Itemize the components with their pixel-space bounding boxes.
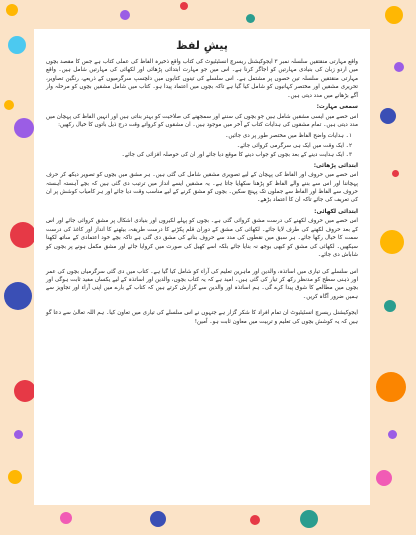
decor-dot bbox=[380, 230, 404, 254]
decor-dot bbox=[4, 282, 32, 310]
decor-dot bbox=[8, 470, 22, 484]
decor-dot bbox=[392, 170, 399, 177]
section-paragraph: اس حصے میں حروف اور الفاظ کی پہچان کے لیے تصویری مشقیں شامل کی گئی ہیں۔ ہر مشق میں بچوں کو تصویر دیکھ کر حرف پہچاننا اور اس سے بننے والے الفاظ کو پڑھنا سکھایا جاتا ہے۔ یہ مشقیں ایسے انداز میں ترتیب دی گئی ہیں کہ بچے آہستہ آہستہ حروف سے الفاظ اور الفاظ سے جملوں تک پہنچ سکیں۔ بچوں کو مشق کرنے کے لیے مناسب وقت دیا جائے اور ہر کامیاب کوشش پر ان کی تعریف کی جائے تاکہ ان کا اعتماد بڑھے۔ bbox=[46, 172, 358, 204]
decor-dot bbox=[4, 100, 14, 110]
decor-dot bbox=[60, 512, 72, 524]
decor-dot bbox=[300, 510, 318, 528]
preface-page bbox=[34, 29, 370, 505]
decor-dot bbox=[250, 515, 260, 525]
decor-dot bbox=[10, 222, 36, 248]
page-title: پیشِ لفظ bbox=[176, 39, 228, 52]
decor-dot bbox=[384, 300, 396, 312]
decor-dot bbox=[8, 36, 26, 54]
decor-dot bbox=[394, 62, 404, 72]
section-paragraph: اس حصے میں حروف لکھنے کی درست مشق کروائی گئی ہے۔ بچوں کو پہلے لکیروں اور بنیادی اشکال پر مشق کروائی جائے اور اس کے بعد حروف لکھنے کی طرف لایا جائے۔ لکھائی کی مشق کے دوران قلم پکڑنے کا درست طریقہ، بیٹھنے کا انداز اور کاغذ کی درست سمت کا خیال رکھا جائے۔ ہر سبق میں نقطوں کی مدد سے حروف بنانے کی مشق دی گئی ہے تاکہ بچے خود اعتمادی کے ساتھ لکھنا سیکھیں۔ لکھائی کی مشق کو کبھی بوجھ نہ بنایا جائے بلکہ اسے کھیل کی صورت میں کروایا جائے اور مشق مکمل ہونے پر بچوں کو شاباش دی جائے۔ bbox=[46, 218, 358, 259]
decor-dot bbox=[180, 2, 188, 10]
section-paragraph: اس سلسلے کی تیاری میں اساتذہ، والدین اور ماہرین تعلیم کی آراء کو شامل کیا گیا ہے۔ کتاب میں دی گئی سرگرمیاں بچوں کی عمر اور ذہنی سطح کو مدنظر رکھ کر تیار کی گئی ہیں۔ امید ہے کہ یہ کتاب بچوں، والدین اور اساتذہ کے لیے یکساں مفید ثابت ہوگی اور بچوں میں مطالعے کا شوق پیدا کرے گی۔ ہم اساتذہ اور والدین سے گزارش کرتے ہیں کہ کتاب کے بارے میں اپنی آراء اور تجاویز سے ہمیں ضرور آگاہ کریں۔ bbox=[46, 268, 358, 300]
section-heading: ابتدائی لکھائی: bbox=[314, 208, 358, 215]
list-item: ۱۔ ہدایات واضح الفاظ میں مختصر طور پر دی جائیں۔ bbox=[225, 133, 352, 140]
decor-dot bbox=[14, 430, 23, 439]
section-heading: سمعی مہارت: bbox=[316, 104, 358, 111]
decor-dot bbox=[380, 108, 396, 124]
decor-dot bbox=[376, 470, 392, 486]
decor-dot bbox=[6, 4, 18, 16]
decor-dot bbox=[150, 511, 166, 527]
intro-paragraph: واقع مہارتی منقتقیں سلسلہ نمبر ۳ ایجوکیشنل ریسرچ انسٹیٹیوٹ کی کتاب واقع ذخیرہ الفاظ کی عملی کتاب ہے جس کا مقصد بچوں میں اردو زبان کی بنیادی مہارتیں کو اجاگر کرنا ہے۔ اس میں جو مہارت ابتدائی پڑھائی اور لکھائی کی مہارتیں شامل ہیں۔ واقع مہارتی منقتقیں سلسلہ تین حصوں پر مشتمل ہے۔ اس سلسلے کی تینوں کتابوں میں دلچسپ سرگرمیوں کے ذریعے، رنگین تصاویر، تحریری مشقیں اور مختصر کہانیوں کو شامل کیا گیا ہے تاکہ بچوں میں اعتماد پیدا ہو۔ کتاب میں شامل مشقیں بچوں کو مرحلہ وار آگے بڑھانے میں مدد دیتی ہیں۔ bbox=[46, 59, 358, 99]
closing-paragraph: ایجوکیشنل ریسرچ انسٹیٹیوٹ ان تمام افراد کا شکر گزار ہے جنہوں نے اس سلسلے کی تیاری میں تعاون کیا۔ ہم اللہ تعالیٰ سے دعا گو ہیں کہ یہ کوشش بچوں کی تعلیم و تربیت میں معاون ثابت ہو۔ آمین! bbox=[46, 310, 358, 325]
section-paragraph: اس حصے میں ایسی مشقیں شامل ہیں جو بچوں کی سننے اور سمجھنے کی صلاحیت کو بہتر بناتی ہیں اور انہیں الفاظ کی پہچان میں مدد دیتی ہیں۔ تمام مشقوں کی ہدایات کتاب کے آخر میں موجود ہیں۔ ان مشقوں کو کرواتے وقت درج ذیل باتوں کا خیال رکھیں: bbox=[46, 113, 358, 129]
decor-dot bbox=[14, 380, 36, 402]
decor-dot bbox=[246, 14, 255, 23]
decor-dot bbox=[120, 10, 130, 20]
section-heading: ابتدائی پڑھائی: bbox=[313, 162, 358, 169]
decor-dot bbox=[376, 372, 406, 402]
decor-dot bbox=[388, 430, 397, 439]
list-item: ۲۔ ایک وقت میں ایک ہی سرگرمی کروائی جائے۔ bbox=[236, 142, 352, 149]
decor-dot bbox=[385, 6, 403, 24]
list-item: ۳۔ ایک ہدایت دینے کے بعد بچوں کو جواب دینے کا موقع دیا جائے اور ان کی حوصلہ افزائی کی جائے۔ bbox=[121, 152, 352, 159]
decor-dot bbox=[14, 118, 34, 138]
